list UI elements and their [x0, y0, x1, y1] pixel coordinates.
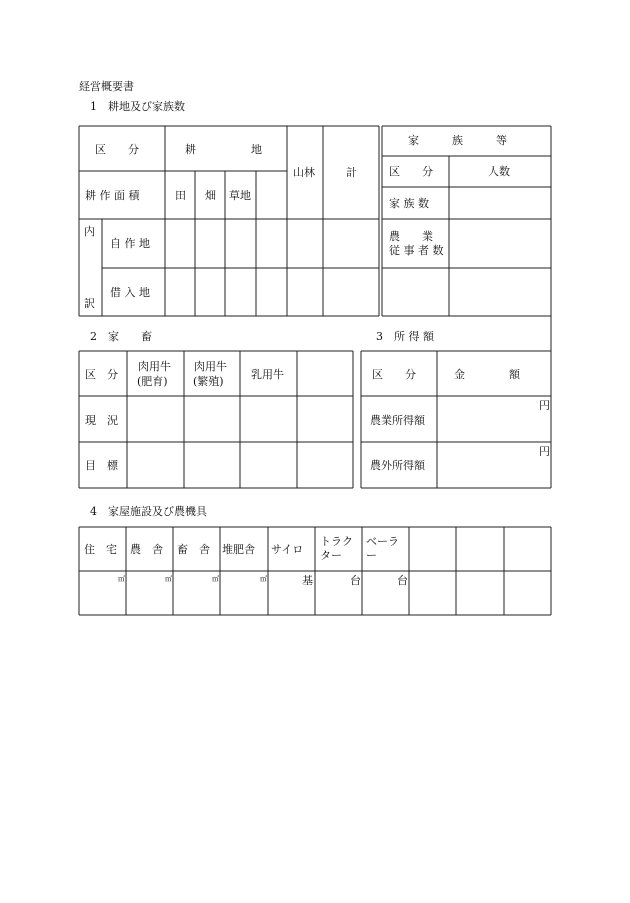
t1-sanrin-header: 山林 [293, 166, 315, 179]
t4-baler-header-1: ベーラ [366, 535, 399, 548]
t2-genkyou-label: 現 況 [85, 414, 118, 427]
document-title: 経営概要書 [79, 80, 134, 93]
section-2-heading: 2 家 畜 [90, 330, 152, 343]
t1-wake-label: 訳 [84, 297, 95, 310]
t1-kazokusu-label: 家 族 数 [389, 197, 429, 210]
t4-m2-unit-3: ㎡ [212, 575, 219, 583]
t1-juujishasu-label: 従 事 者 数 [389, 244, 444, 257]
t1-fam-kubun-header: 区 分 [389, 165, 433, 178]
t4-m2-unit-1: ㎡ [118, 575, 125, 583]
t1-kousakumenseki-label: 耕 作 面 積 [85, 189, 140, 202]
t2-nyuuyou-header: 乳用牛 [251, 368, 284, 381]
t4-sairo-header: サイロ [271, 543, 304, 556]
t4-chikusha-header: 畜 舎 [177, 543, 210, 556]
t1-sochi-header: 草地 [229, 189, 251, 202]
section-4-heading: 4 家屋施設及び農機具 [90, 505, 207, 518]
section-1-heading: 1 耕地及び家族数 [90, 100, 185, 113]
t1-kouchi-header: 耕 地 [185, 143, 262, 156]
t2-mokuhyou-label: 目 標 [85, 459, 118, 472]
t4-tractor-header-1: トラク [320, 535, 353, 548]
t1-uchi-label: 内 [84, 225, 95, 238]
t1-hata-header: 畑 [205, 189, 216, 202]
t4-tractor-header-2: ター [320, 549, 342, 562]
t3-yen-unit-2: 円 [539, 445, 550, 458]
t4-baler-header-2: ー [366, 549, 377, 562]
t1-jisakuchi-label: 自 作 地 [110, 237, 150, 250]
t1-kei-header: 計 [346, 166, 357, 179]
t4-m2-unit-2: ㎡ [165, 575, 172, 583]
t3-kubun-header: 区 分 [372, 368, 416, 381]
t3-nougai-label: 農外所得額 [370, 459, 425, 472]
t4-dai-unit-1: 台 [350, 574, 361, 587]
t3-kingaku-header: 金 額 [454, 368, 520, 381]
t4-m2-unit-4: ㎡ [260, 575, 267, 583]
t1-shakunyuchi-label: 借 入 地 [110, 286, 150, 299]
t1-nougyou-label: 農 業 [389, 230, 433, 243]
section-3-heading: 3 所 得 額 [376, 330, 434, 343]
t1-ninzu-header: 人数 [488, 165, 510, 178]
t1-kubun-header: 区 分 [95, 143, 139, 156]
t1-kazokutou-header: 家 族 等 [408, 134, 507, 147]
t4-ki-unit: 基 [302, 574, 313, 587]
t4-jutaku-header: 住 宅 [84, 543, 117, 556]
t2-nikuyou2-header: 肉用牛 [194, 360, 227, 373]
t2-hiiku-header: (肥育) [137, 375, 168, 388]
t1-ta-header: 田 [175, 189, 186, 202]
t2-nikuyou1-header: 肉用牛 [138, 360, 171, 373]
t3-nougyou-label: 農業所得額 [370, 414, 425, 427]
t3-yen-unit-1: 円 [539, 399, 550, 412]
t2-kubun-header: 区 分 [85, 368, 118, 381]
t4-taihisha-header: 堆肥舎 [222, 543, 255, 556]
t4-dai-unit-2: 台 [397, 574, 408, 587]
t2-hanshoku-header: (繁殖) [193, 375, 224, 388]
t4-nousha-header: 農 舎 [130, 543, 163, 556]
